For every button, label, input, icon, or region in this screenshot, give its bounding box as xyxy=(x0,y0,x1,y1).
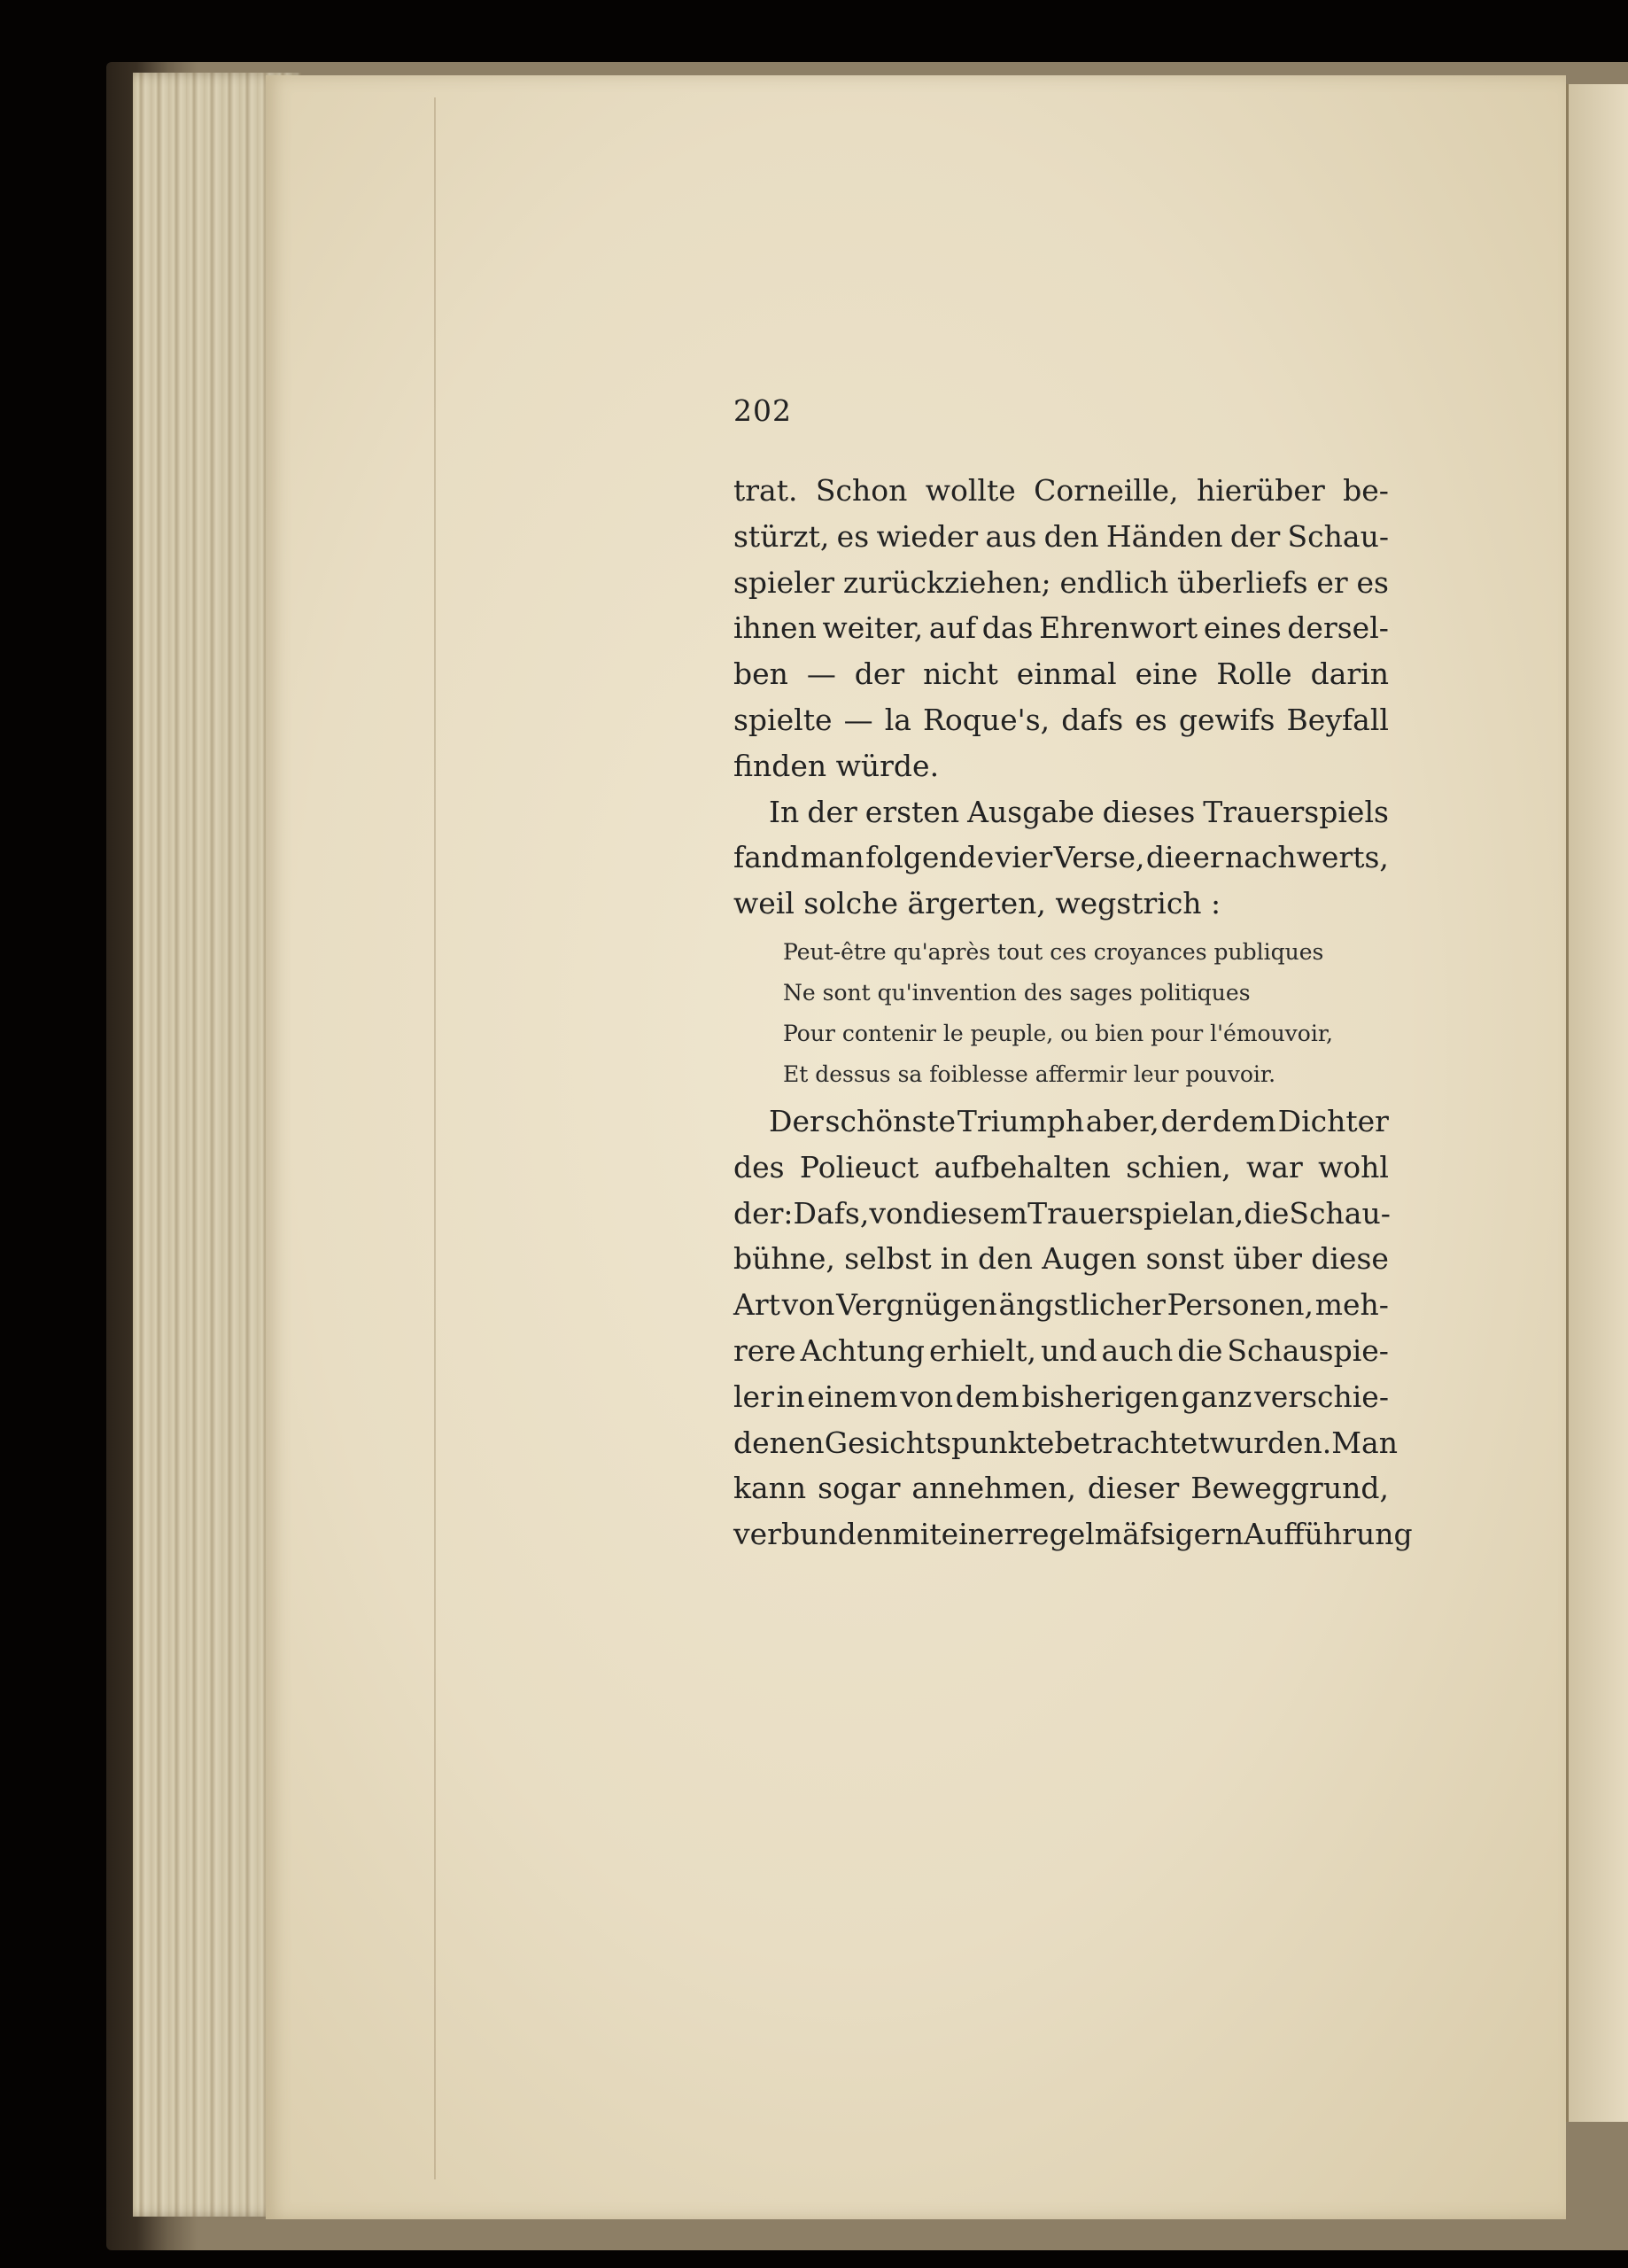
facing-page-edge xyxy=(1566,84,1628,2122)
text-line: weil solche ärgerten, wegstrich : xyxy=(733,886,1221,921)
text-line: Art von Vergnügen ängstlicher Personen, meh- xyxy=(733,1287,1389,1323)
paragraph-2 xyxy=(733,789,1389,927)
text-line: rere Achtung erhielt, und auch die Schauspie- xyxy=(733,1332,1389,1368)
text-line: der: Dafs, von diesem Trauerspiel an, die Schau- xyxy=(733,1195,1391,1231)
page-fold-line xyxy=(434,97,436,2179)
text-line: verbunden mit einer regelmäfsigern Aufführung xyxy=(733,1517,1413,1552)
text-line: des Polieuct aufbehalten schien, war wohl xyxy=(733,1149,1389,1184)
text-line: bühne, selbst in den Augen sonst über diese xyxy=(733,1241,1389,1277)
paragraph-1 xyxy=(733,468,1389,789)
page-text xyxy=(733,393,1413,1557)
verse-line: Peut-être qu'après tout ces croyances publiques xyxy=(783,938,1324,965)
text-line: trat. Schon wollte Corneille, hierüber be- xyxy=(733,473,1389,508)
text-line: ben — der nicht einmal eine Rolle darin xyxy=(733,656,1389,692)
verse-quote xyxy=(733,932,1389,1095)
text-line: In der ersten Ausgabe dieses Trauerspiels xyxy=(769,794,1389,829)
paragraph-3 xyxy=(733,1099,1413,1557)
verse-line: Ne sont qu'invention des sages politiques xyxy=(783,979,1251,1006)
page-number: 202 xyxy=(733,393,792,428)
text-line: spieler zurückziehen; endlich überliefs er es xyxy=(733,564,1389,600)
text-line: kann sogar annehmen, dieser Beweggrund, xyxy=(733,1471,1389,1506)
text-line: fand man folgende vier Verse, die er nachwerts, xyxy=(733,840,1389,875)
text-line: stürzt, es wieder aus den Händen der Schau- xyxy=(733,518,1389,554)
text-line: finden würde. xyxy=(733,748,940,783)
verse-line: Et dessus sa foiblesse affermir leur pouvoir. xyxy=(783,1060,1276,1087)
text-line: spielte — la Roque's, dafs es gewifs Beyfall xyxy=(733,702,1389,737)
text-line: ihnen weiter, auf das Ehrenwort eines dersel- xyxy=(733,610,1389,646)
text-line: denen Gesichtspunkte betrachtet wurden. Man xyxy=(733,1425,1398,1460)
verse-line: Pour contenir le peuple, ou bien pour l'émouvoir, xyxy=(783,1020,1334,1046)
text-line: Der schönste Triumph aber, der dem Dichter xyxy=(769,1103,1389,1138)
text-line: ler in einem von dem bisherigen ganz verschie- xyxy=(733,1379,1389,1414)
